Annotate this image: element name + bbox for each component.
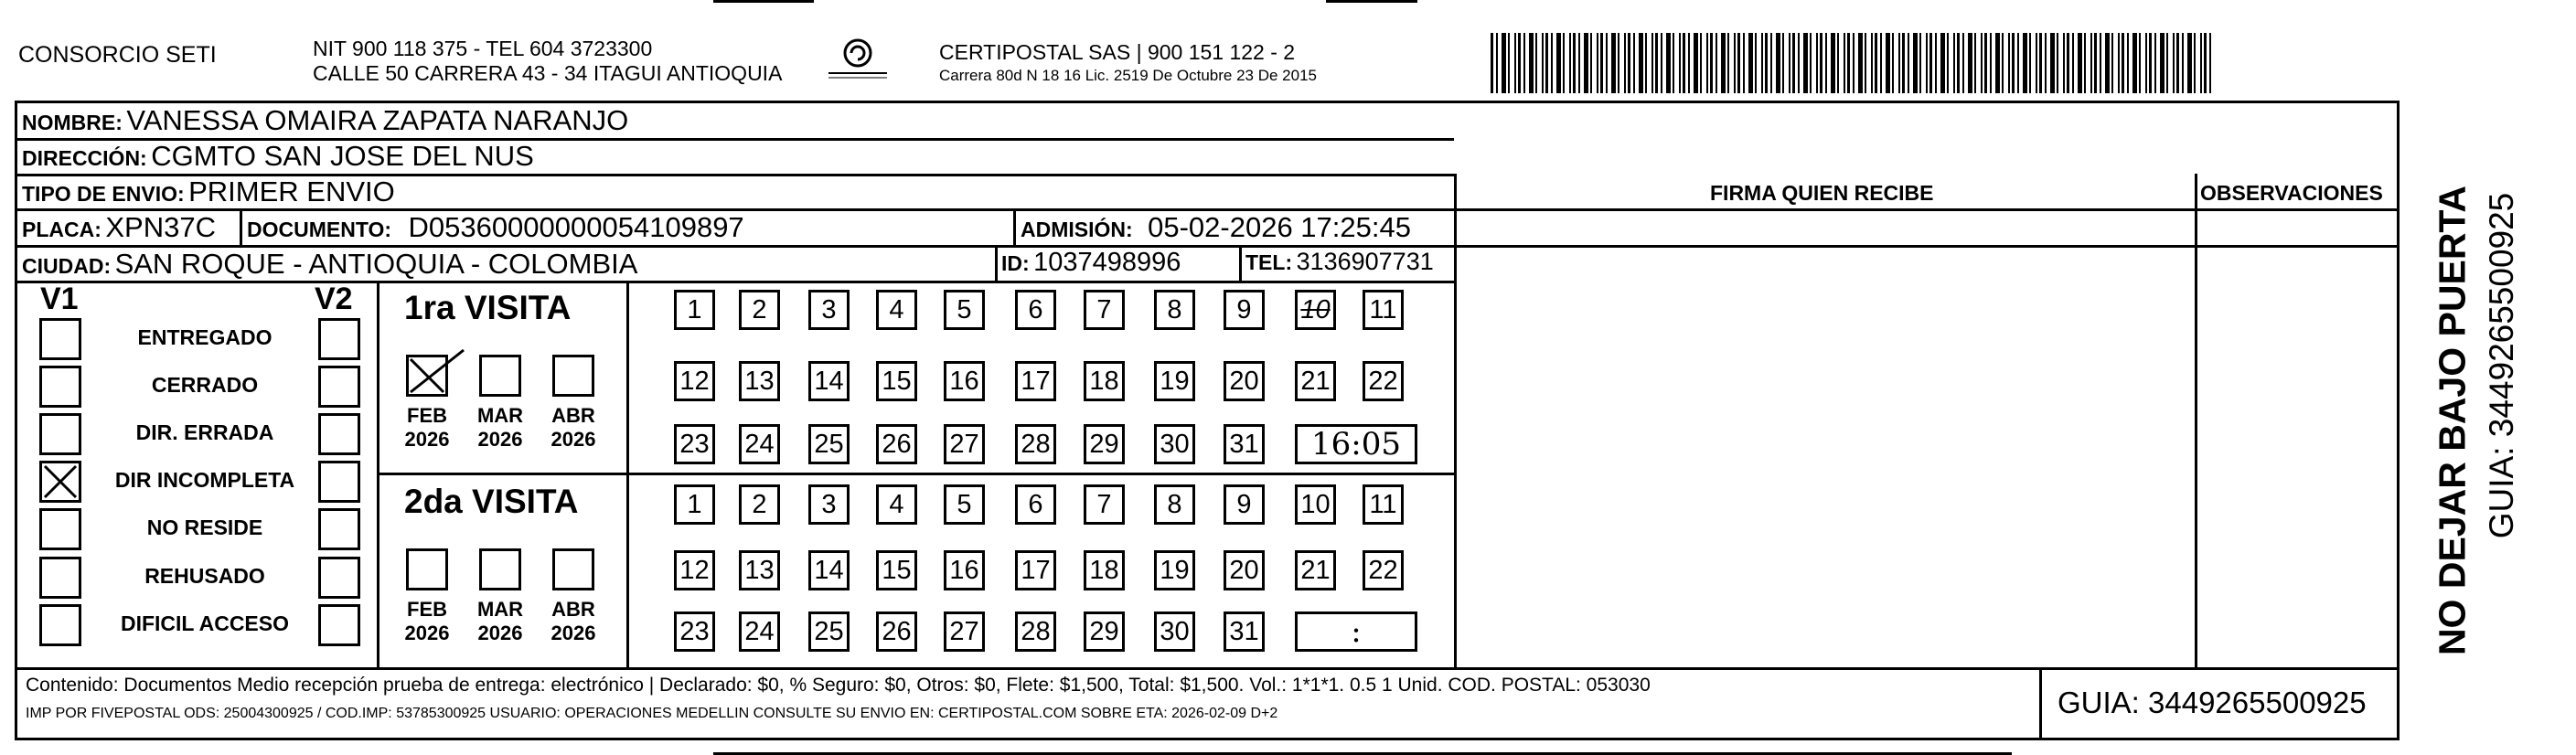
ciudad-value: SAN ROQUE - ANTIOQUIA - COLOMBIA <box>114 248 638 280</box>
day-box[interactable]: 25 <box>808 611 850 652</box>
placa-divider <box>240 208 242 245</box>
row-divider <box>15 281 1454 283</box>
ciudad-row <box>22 248 637 281</box>
license-line: Carrera 80d N 18 16 Lic. 2519 De Octubre 23 De 2015 <box>939 67 1317 84</box>
v2-label: V2 <box>315 282 353 316</box>
documento-row <box>247 211 744 244</box>
observaciones-header: OBSERVACIONES <box>2200 181 2383 205</box>
observations-divider <box>2195 174 2197 667</box>
day-box[interactable]: 1 <box>674 290 715 330</box>
nombre-value: VANESSA OMAIRA ZAPATA NARANJO <box>126 104 629 136</box>
admision-label: ADMISIÓN: <box>1021 218 1133 241</box>
day-box[interactable]: 26 <box>876 611 917 652</box>
status-label: DIR INCOMPLETA <box>114 468 295 492</box>
day-box[interactable]: 20 <box>1224 550 1265 590</box>
month-name: FEB <box>407 598 447 621</box>
day-box[interactable]: 13 <box>739 550 780 590</box>
admision-divider <box>1013 208 1016 245</box>
tipo-row <box>22 175 395 208</box>
top-cut-line <box>1326 0 1417 3</box>
day-box[interactable]: 5 <box>944 290 985 330</box>
day-box[interactable]: 9 <box>1224 484 1265 525</box>
day-box[interactable]: 3 <box>808 290 850 330</box>
day-box[interactable]: 11 <box>1363 484 1404 525</box>
direccion-label: DIRECCIÓN: <box>22 146 147 170</box>
visit-divider <box>377 473 1454 475</box>
day-box[interactable]: 7 <box>1084 484 1125 525</box>
month-name: MAR <box>476 598 524 621</box>
day-box[interactable]: 12 <box>674 361 715 401</box>
day-box[interactable]: 10 <box>1295 290 1336 330</box>
second-visit-time[interactable]: : <box>1295 611 1417 652</box>
nit-line: NIT 900 118 375 - TEL 604 3723300 <box>313 37 653 60</box>
month-checkbox-feb[interactable] <box>406 355 448 397</box>
month-checkbox-abr[interactable] <box>552 355 594 397</box>
day-box[interactable]: 20 <box>1224 361 1265 401</box>
side-warning: NO DEJAR BAJO PUERTA <box>2431 185 2474 656</box>
day-box[interactable]: 21 <box>1295 361 1336 401</box>
day-box[interactable]: 10 <box>1295 484 1336 525</box>
day-box[interactable]: 27 <box>944 611 985 652</box>
day-box[interactable]: 21 <box>1295 550 1336 590</box>
company-name: CONSORCIO SETI <box>18 42 217 68</box>
certipostal-logo <box>821 37 894 82</box>
side-guia: GUIA: 3449265500925 <box>2483 192 2520 539</box>
day-box[interactable]: 5 <box>944 484 985 525</box>
address-line: CALLE 50 CARRERA 43 - 34 ITAGUI ANTIOQUIA <box>313 61 783 85</box>
month-name: ABR <box>551 404 595 427</box>
day-box[interactable]: 11 <box>1363 290 1404 330</box>
day-box[interactable]: 28 <box>1015 611 1056 652</box>
first-visit-time[interactable]: 16:05 <box>1295 424 1417 464</box>
day-box[interactable]: 22 <box>1363 361 1404 401</box>
footer-guia: GUIA: 3449265500925 <box>2058 686 2367 719</box>
day-box[interactable]: 31 <box>1224 424 1265 464</box>
id-label: ID: <box>1001 251 1030 275</box>
nombre-row <box>22 104 628 137</box>
day-box[interactable]: 9 <box>1224 290 1265 330</box>
month-label <box>541 598 605 645</box>
day-box[interactable]: 16 <box>944 361 985 401</box>
carrier-line: CERTIPOSTAL SAS | 900 151 122 - 2 <box>939 40 1296 64</box>
day-box[interactable]: 8 <box>1154 484 1195 525</box>
month-checkbox-feb[interactable] <box>406 548 448 590</box>
month-year: 2026 <box>404 428 450 451</box>
tel-label: TEL: <box>1245 250 1293 274</box>
day-box[interactable]: 30 <box>1154 424 1195 464</box>
day-box[interactable]: 24 <box>739 611 780 652</box>
day-box[interactable]: 4 <box>876 290 917 330</box>
day-box[interactable]: 16 <box>944 550 985 590</box>
day-box[interactable]: 17 <box>1015 550 1056 590</box>
day-box[interactable]: 23 <box>674 611 715 652</box>
footer-guia-divider <box>2039 667 2042 740</box>
day-box[interactable]: 14 <box>808 550 850 590</box>
tel-divider <box>1239 245 1242 281</box>
signature-divider <box>1454 174 1457 667</box>
month-name: FEB <box>407 404 447 427</box>
month-year: 2026 <box>550 428 596 451</box>
status-label: ENTREGADO <box>137 325 273 349</box>
documento-label: DOCUMENTO: <box>247 218 392 241</box>
month-label <box>395 598 459 645</box>
month-year: 2026 <box>477 428 523 451</box>
month-label <box>395 404 459 452</box>
footer-imp-line: IMP POR FIVEPOSTAL ODS: 25004300925 / COD.IMP: 53785300925 USUARIO: OPERACIONES MEDELLIN CONSULTE SU ENVIO EN: CERTIPOSTAL.COM SOBRE ETA: 2026-02-09 D+2 <box>26 706 1278 721</box>
day-box[interactable]: 17 <box>1015 361 1056 401</box>
month-year: 2026 <box>550 622 596 644</box>
day-box[interactable]: 12 <box>674 550 715 590</box>
month-year: 2026 <box>477 622 523 644</box>
documento-value: D05360000000054109897 <box>408 211 744 243</box>
admision-value: 05-02-2026 17:25:45 <box>1148 211 1411 243</box>
ciudad-label: CIUDAD: <box>22 254 112 278</box>
day-box[interactable]: 2 <box>739 484 780 525</box>
status-label: DIFICIL ACCESO <box>120 611 289 635</box>
day-box[interactable]: 31 <box>1224 611 1265 652</box>
v1-label: V1 <box>40 282 79 316</box>
placa-value: XPN37C <box>105 211 216 243</box>
day-box[interactable]: 25 <box>808 424 850 464</box>
month-label <box>541 404 605 452</box>
month-checkbox-mar[interactable] <box>479 355 521 397</box>
day-box[interactable]: 2 <box>739 290 780 330</box>
id-divider <box>995 245 998 281</box>
day-box[interactable]: 23 <box>674 424 715 464</box>
day-box[interactable]: 19 <box>1154 550 1195 590</box>
status-label: CERRADO <box>151 373 259 397</box>
day-box[interactable]: 22 <box>1363 550 1404 590</box>
day-box[interactable]: 4 <box>876 484 917 525</box>
month-year: 2026 <box>404 622 450 644</box>
day-box[interactable]: 14 <box>808 361 850 401</box>
tipo-label: TIPO DE ENVIO: <box>22 182 185 206</box>
tel-value: 3136907731 <box>1296 248 1434 275</box>
footer-contenido: Contenido: Documentos Medio recepción prueba de entrega: electrónico | Declarado: $0, % Seguro: $0, Otros: $0, Flete: $1,500, Total: $1,500. Vol.: 1*1*1. 0.5 1 Unid. COD. POSTAL: 053030 <box>26 675 1651 696</box>
day-box[interactable]: 29 <box>1084 424 1125 464</box>
placa-row <box>22 211 216 244</box>
direccion-row <box>22 140 534 173</box>
day-box[interactable]: 26 <box>876 424 917 464</box>
month-label <box>468 598 532 645</box>
month-checkbox-mar[interactable] <box>479 548 521 590</box>
month-name: ABR <box>551 598 595 621</box>
row-divider <box>1454 245 2400 248</box>
id-row <box>1001 248 1181 278</box>
admision-row <box>1021 211 1411 244</box>
day-box[interactable]: 8 <box>1154 290 1195 330</box>
tel-row <box>1245 248 1434 276</box>
day-box[interactable]: 15 <box>876 550 917 590</box>
day-box[interactable]: 7 <box>1084 290 1125 330</box>
placa-label: PLACA: <box>22 218 102 241</box>
day-box[interactable]: 6 <box>1015 290 1056 330</box>
day-box[interactable]: 18 <box>1084 361 1125 401</box>
day-box[interactable]: 29 <box>1084 611 1125 652</box>
day-box[interactable]: 27 <box>944 424 985 464</box>
day-box[interactable]: 19 <box>1154 361 1195 401</box>
second-visit-title: 2da VISITA <box>404 483 579 520</box>
direccion-value: CGMTO SAN JOSE DEL NUS <box>151 140 534 172</box>
day-box[interactable]: 13 <box>739 361 780 401</box>
tipo-value: PRIMER ENVIO <box>188 175 395 207</box>
status-label: DIR. ERRADA <box>135 420 274 444</box>
top-cut-line <box>713 0 814 3</box>
status-label: NO RESIDE <box>146 516 263 539</box>
nombre-label: NOMBRE: <box>22 111 123 134</box>
month-label <box>468 404 532 452</box>
status-label: REHUSADO <box>144 564 265 588</box>
x-mark-icon <box>409 357 464 398</box>
id-value: 1037498996 <box>1033 248 1181 277</box>
barcode <box>1491 33 2213 93</box>
day-box[interactable]: 24 <box>739 424 780 464</box>
firma-header-text: FIRMA QUIEN RECIBE <box>1710 181 1934 205</box>
day-box[interactable]: 18 <box>1084 550 1125 590</box>
month-checkbox-abr[interactable] <box>552 548 594 590</box>
month-name: MAR <box>476 404 524 427</box>
first-visit-title: 1ra VISITA <box>404 289 572 326</box>
day-box[interactable]: 6 <box>1015 484 1056 525</box>
day-box[interactable]: 3 <box>808 484 850 525</box>
day-box[interactable]: 30 <box>1154 611 1195 652</box>
day-box[interactable]: 1 <box>674 484 715 525</box>
day-box[interactable]: 15 <box>876 361 917 401</box>
day-box[interactable]: 28 <box>1015 424 1056 464</box>
